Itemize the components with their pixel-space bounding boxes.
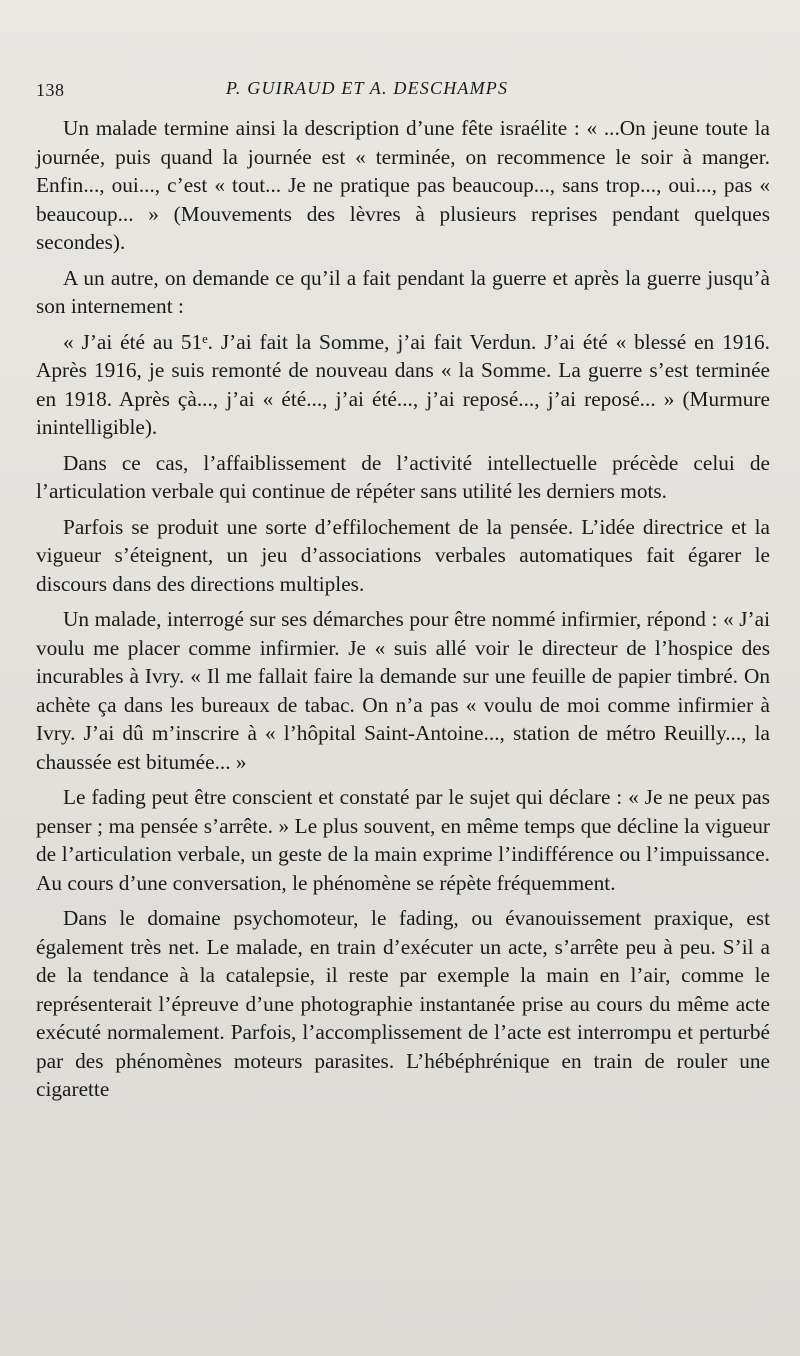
body-text [36, 114, 770, 1104]
paragraph: Dans le domaine psychomoteur, le fading, ou évanouissement praxique, est également très net. Le malade, en train d’exécuter un acte, s’arrête peu à peu. S’il a de la tendance à la catalepsie, il reste par exemple la main en l’air, comme le représenterait l’épreuve d’une photographie instantanée prise au cours du même acte exécuté normalement. Parfois, l’accomplissement de l’acte est interrompu et perturbé par des phénomènes moteurs parasites. L’hébéphrénique en train de rouler une cigarette [36, 906, 770, 1101]
paragraph: A un autre, on demande ce qu’il a fait pendant la guerre et après la guerre jusqu’à son internement : [36, 265, 770, 318]
paragraph: Un malade termine ainsi la description d’une fête israélite : « ...On jeune toute la journée, puis quand la journée est « terminée, on recommence le soir à manger. Enfin..., oui..., c’est « tout... Je ne pratique pas beaucoup..., sans trop..., oui..., pas « beaucoup... » (Mouvements des lèvres à plusieurs reprises pendant quelques secondes). [36, 116, 770, 254]
paragraph: Le fading peut être conscient et constaté par le sujet qui déclare : « Je ne peux pas penser ; ma pensée s’arrête. » Le plus souvent, en même temps que décline la vigueur de l’articulation verbale, un geste de la main exprime l’indifférence ou l’impuissance. Au cours d’une conversation, le phénomène se répète fréquemment. [36, 785, 770, 895]
running-head: P. GUIRAUD ET A. DESCHAMPS [226, 78, 509, 98]
paragraph: Dans ce cas, l’affaiblissement de l’activité intellectuelle précède celui de l’articulation verbale qui continue de répéter sans utilité les derniers mots. [36, 450, 770, 503]
page-header [36, 74, 770, 114]
page-number: 138 [36, 80, 65, 100]
paragraph: Un malade, interrogé sur ses démarches pour être nommé infirmier, répond : « J’ai voulu me placer comme infirmier. Je « suis allé voir le directeur de l’hospice des incurables à Ivry. « Il me fallait faire la demande sur une feuille de papier timbré. On achète ça dans les bureaux de tabac. On n’a pas « voulu de moi comme infirmier à Ivry. J’ai dû m’inscrire à « l’hôpital Saint-Antoine..., station de métro Reuilly..., la chaussée est bitumée... » [36, 607, 770, 774]
paragraph: « J’ai été au 51ᵉ. J’ai fait la Somme, j’ai fait Verdun. J’ai été « blessé en 1916. Après 1916, je suis remonté de nouveau dans « la Somme. La guerre s’est terminée en 1918. Après çà..., j’ai « été..., j’ai été..., j’ai reposé..., j’ai reposé... » (Murmure inintelligible). [36, 329, 770, 439]
paragraph: Parfois se produit une sorte d’effilochement de la pensée. L’idée directrice et la vigueur s’éteignent, un jeu d’associations verbales automatiques fait égarer le discours dans des directions multiples. [36, 514, 770, 596]
